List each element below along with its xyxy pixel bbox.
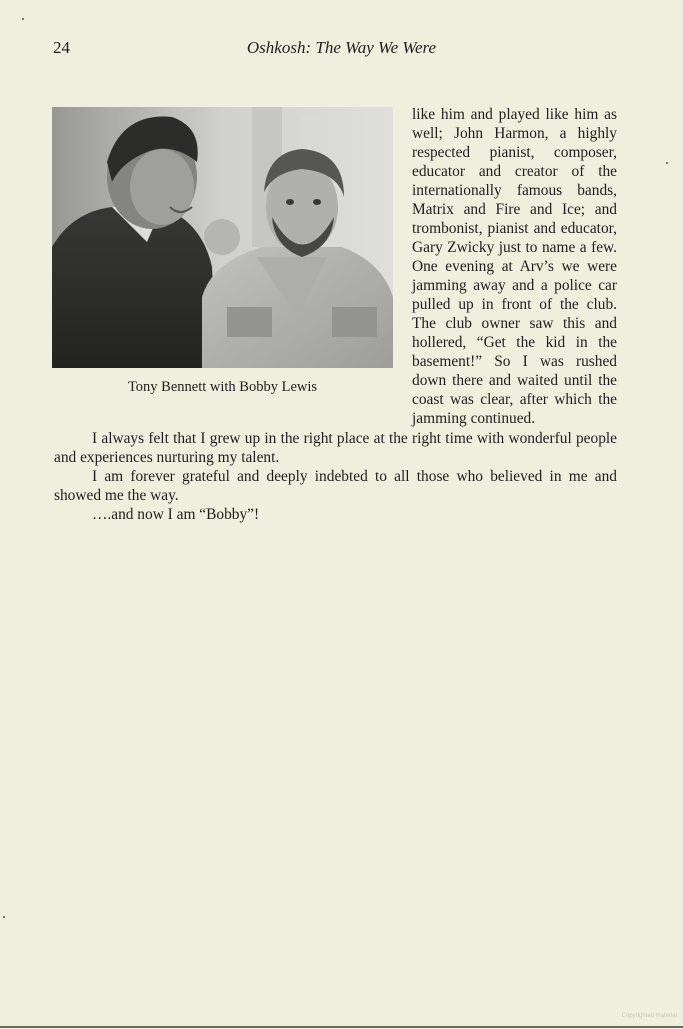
scan-speck xyxy=(666,162,668,164)
page-bottom-rule xyxy=(0,1026,683,1028)
body-text xyxy=(54,429,617,524)
body-paragraph-1: I always felt that I grew up in the right place at the right time with wonderful people and experiences nurturing my talent. xyxy=(54,430,617,466)
side-column-text xyxy=(412,105,617,428)
body-paragraph-2: I am forever grateful and deeply indebted to all those who believed in me and showed me the way. xyxy=(54,468,617,504)
body-paragraph-3: ….and now I am “Bobby”! xyxy=(92,506,260,523)
side-column-paragraph: like him and played like him as well; John Harmon, a highly respected pianist, composer, educator and creator of the internationally famous bands, Matrix and Fire and Ice; and trombonist, pianist and educator, Gary Zwicky just to name a few. One evening at Arv’s we were jamming away and a police car pulled up in front of the club. The club owner saw this and hollered, “Get the kid in the basement!” So I was rushed down there and waited until the coast was clear, after which the jamming continued. xyxy=(412,106,617,427)
photo-caption: Tony Bennett with Bobby Lewis xyxy=(127,379,318,395)
photo-figure xyxy=(52,107,393,368)
photo-image xyxy=(52,107,393,368)
scan-speck xyxy=(22,18,24,20)
copyright-watermark: Copyrighted material xyxy=(621,1013,677,1019)
running-head-title: Oshkosh: The Way We Were xyxy=(246,38,437,57)
page-number: 24 xyxy=(53,38,70,57)
scan-speck xyxy=(3,916,5,918)
